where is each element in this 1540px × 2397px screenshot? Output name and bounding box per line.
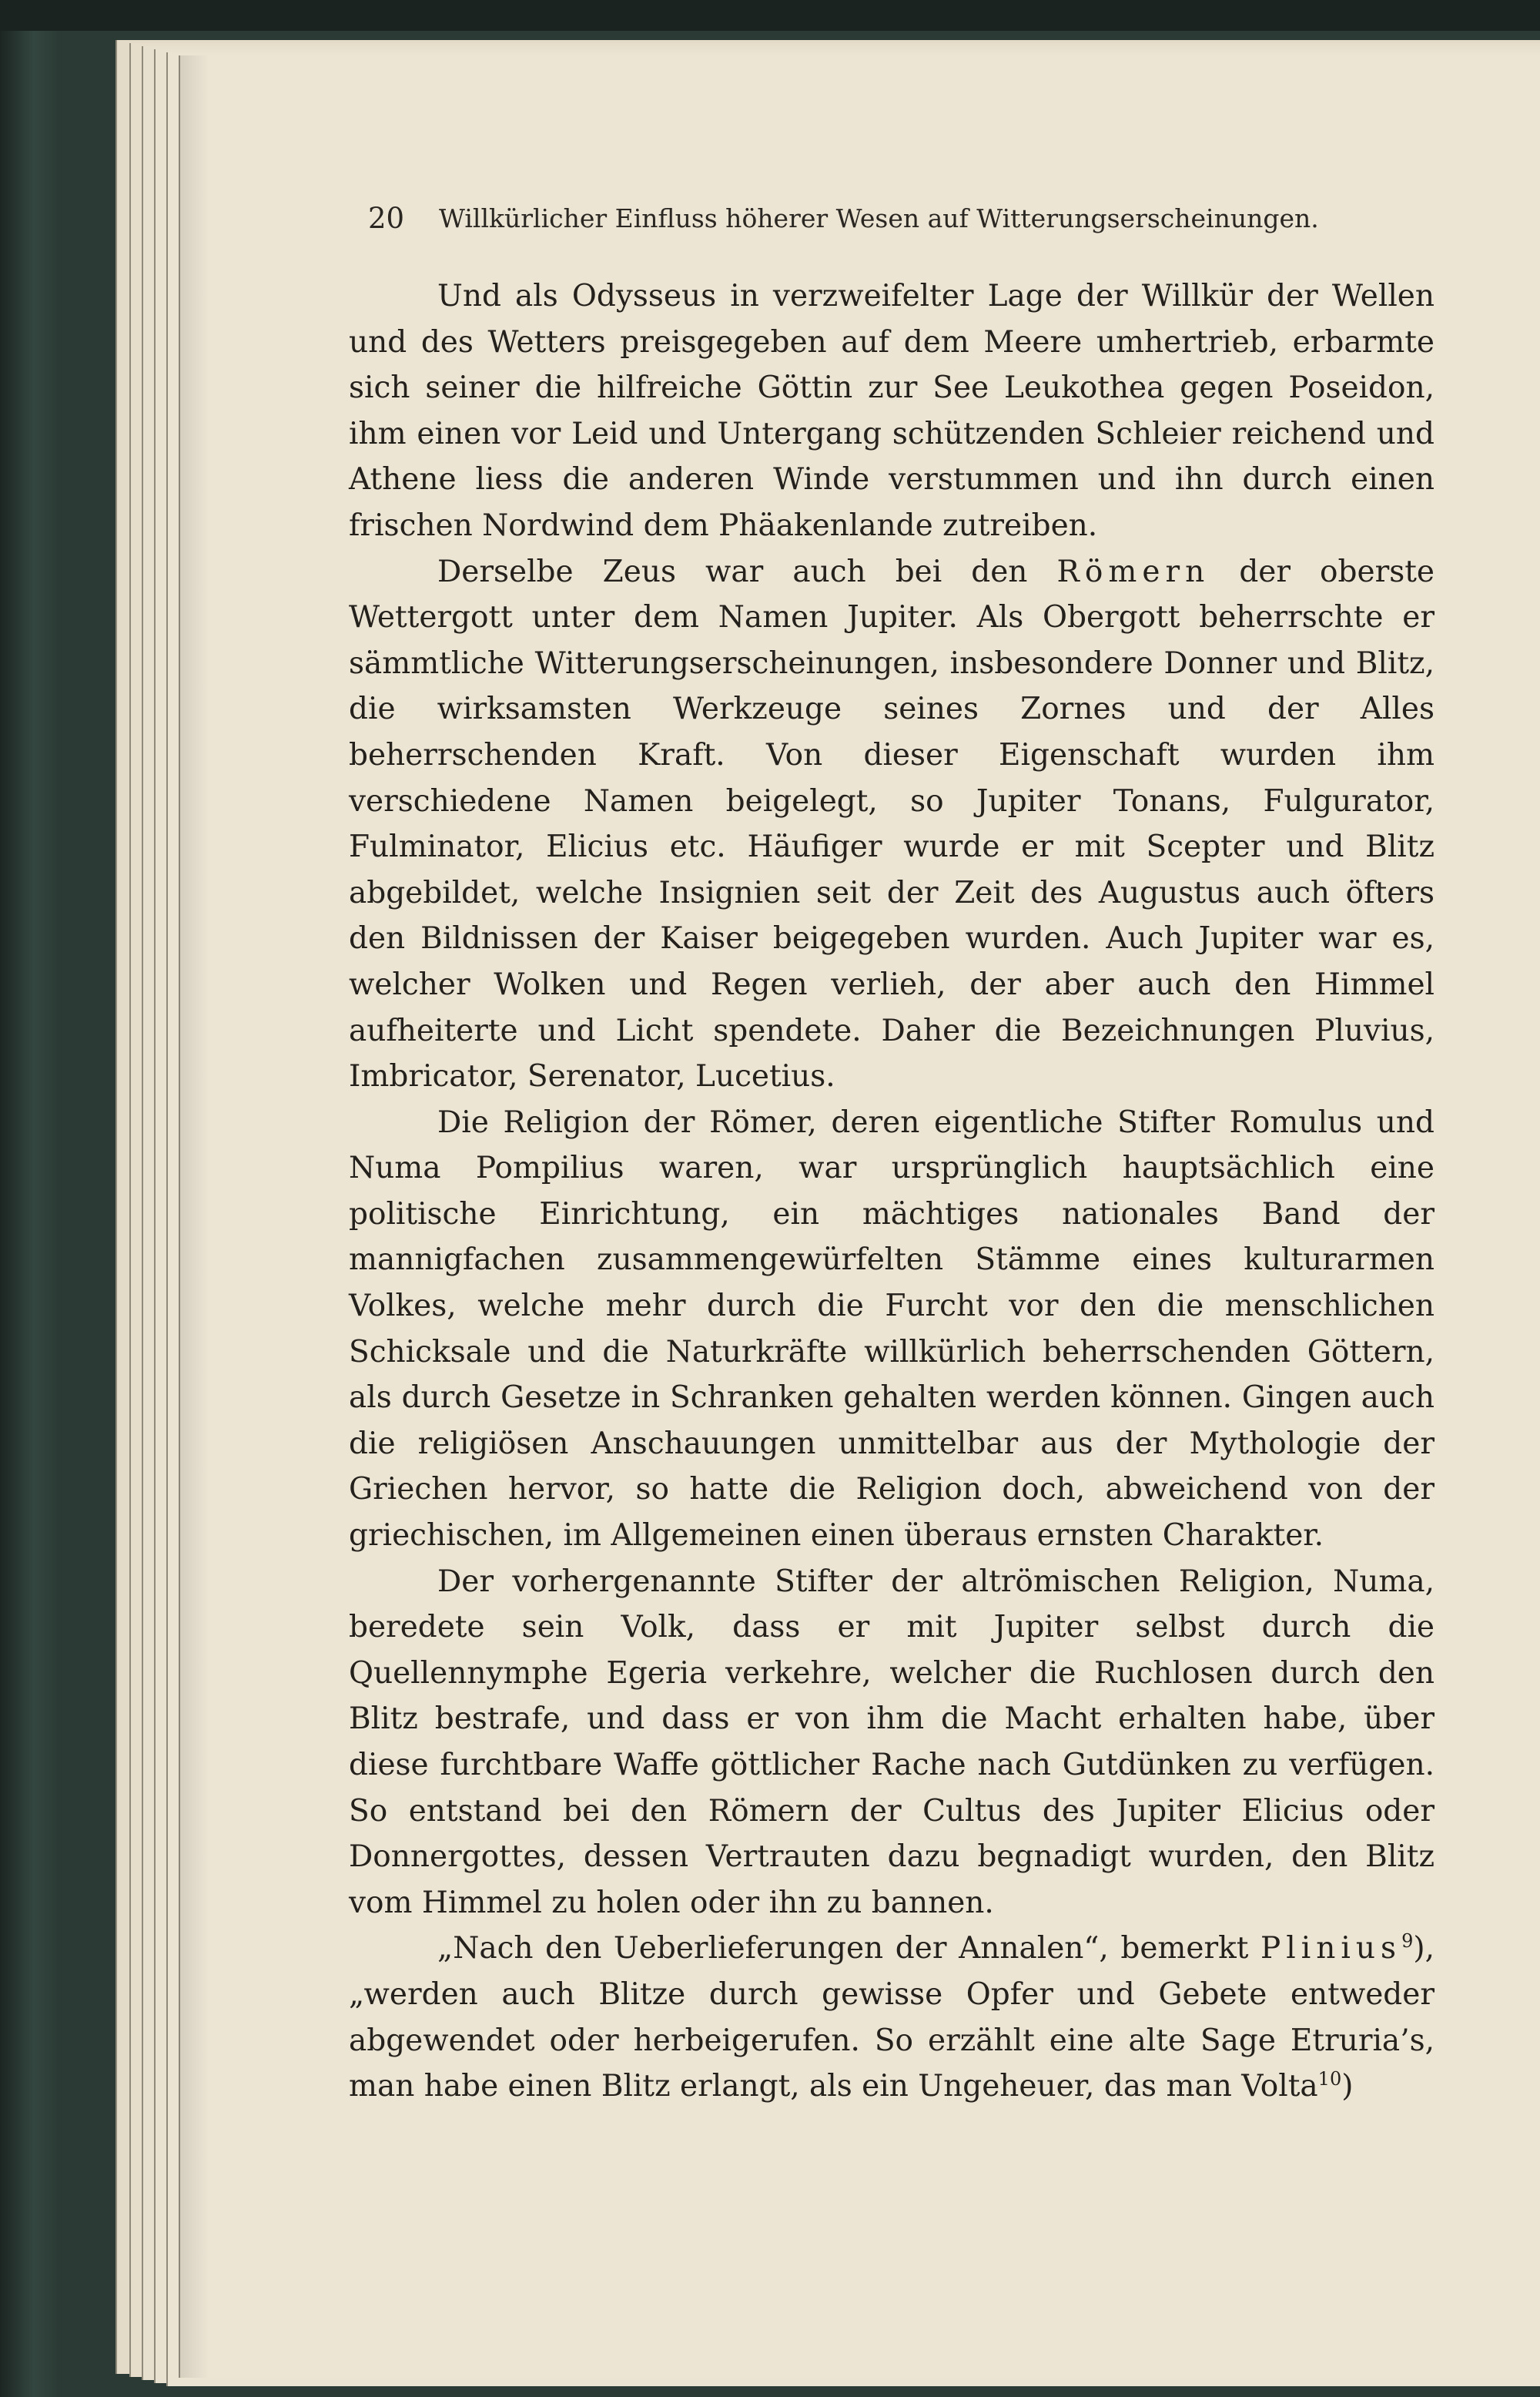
paragraph: Die Religion der Römer, deren eigentliche Stifter Romulus und Numa Pompilius waren, war ursprünglich hauptsächlich eine politische Einrichtung, ein mächtiges nationales Band der mannigfachen zusammengewürfelten Stämme eines kulturarmen Volkes, welche mehr durch die Furcht vor den die menschlichen Schicksale und die Naturkräfte willkürlich beherrschenden Göttern, als durch Gesetze in Schranken gehalten werden können. Gingen auch die religiösen Anschauungen unmittelbar aus der Mythologie der Griechen hervor, so hatte die Religion doch, abweichend von der griechischen, im Allgemeinen einen überaus ernsten Charakter. (349, 1105, 1435, 1554)
paragraph-text: „Nach den Ueberlieferungen der Annalen“, bemerkt (437, 1931, 1261, 1966)
paragraph-text: Derselbe Zeus war auch bei den (437, 554, 1057, 589)
emphasis-text: Plinius (1260, 1931, 1402, 1966)
footnote-marker: 10 (1317, 2068, 1342, 2090)
emphasis-text: Römern (1056, 554, 1210, 589)
page-gutter-shadow (179, 55, 209, 2378)
running-head: Willkürlicher Einfluss höherer Wesen auf Witterungserscheinungen. (439, 203, 1319, 233)
book-top-edge (0, 0, 1540, 31)
paragraph (349, 549, 1435, 1100)
page-number: 20 (368, 202, 405, 235)
body-text (349, 273, 1435, 2110)
paragraph-text: der oberste Wettergott unter dem Namen Jupiter. Als Obergott beherrschte er sämmtliche Witterungserscheinungen, insbesondere Donner und Blitz, die wirksamsten Werkzeuge seines Zornes und der Alles beherrschenden Kraft. Von dieser Eigenschaft wurden ihm verschiedene Namen beigelegt, so Jupiter Tonans, Fulgurator, Fulminator, Elicius etc. Häufiger wurde er mit Scepter und Blitz abgebildet, welche Insignien seit der Zeit des Augustus auch öfters den Bildnissen der Kaiser beigegeben wurden. Auch Jupiter war es, welcher Wolken und Regen verlieh, der aber auch den Himmel aufheiterte und Licht spendete. Daher die Bezeichnungen Pluvius, Imbricator, Serenator, Lucetius. (349, 554, 1435, 1095)
page-header (368, 202, 1377, 240)
paragraph-text: ) (1341, 2069, 1354, 2104)
paragraph (349, 1926, 1435, 2109)
book-spine-edge (0, 0, 62, 2397)
paragraph: Der vorhergenannte Stifter der altrömischen Religion, Numa, beredete sein Volk, dass er mit Jupiter selbst durch die Quellennymphe Egeria verkehre, welcher die Ruchlosen durch den Blitz bestrafe, und dass er von ihm die Macht erhalten habe, über diese furchtbare Waffe göttlicher Rache nach Gutdünken zu verfügen. So entstand bei den Römern der Cultus des Jupiter Elicius oder Donnergottes, dessen Vertrauten dazu begnadigt wurden, den Blitz vom Himmel zu holen oder ihn zu bannen. (349, 1564, 1435, 1920)
paragraph-text: ), „werden auch Blitze durch gewisse Opfer und Gebete entweder abgewendet oder herbeigerufen. So erzählt eine alte Sage Etruria’s, man habe einen Blitz erlangt, als ein Ungeheuer, das man Volta (349, 1931, 1435, 2104)
paragraph: Und als Odysseus in verzweifelter Lage der Willkür der Wellen und des Wetters preisgegeben auf dem Meere umhertrieb, erbarmte sich seiner die hilfreiche Göttin zur See Leukothea gegen Poseidon, ihm einen vor Leid und Untergang schützenden Schleier reichend und Athene liess die anderen Winde verstummen und ihn durch einen frischen Nordwind dem Phäakenlande zutreiben. (349, 279, 1435, 543)
footnote-marker: 9 (1401, 1930, 1414, 1953)
